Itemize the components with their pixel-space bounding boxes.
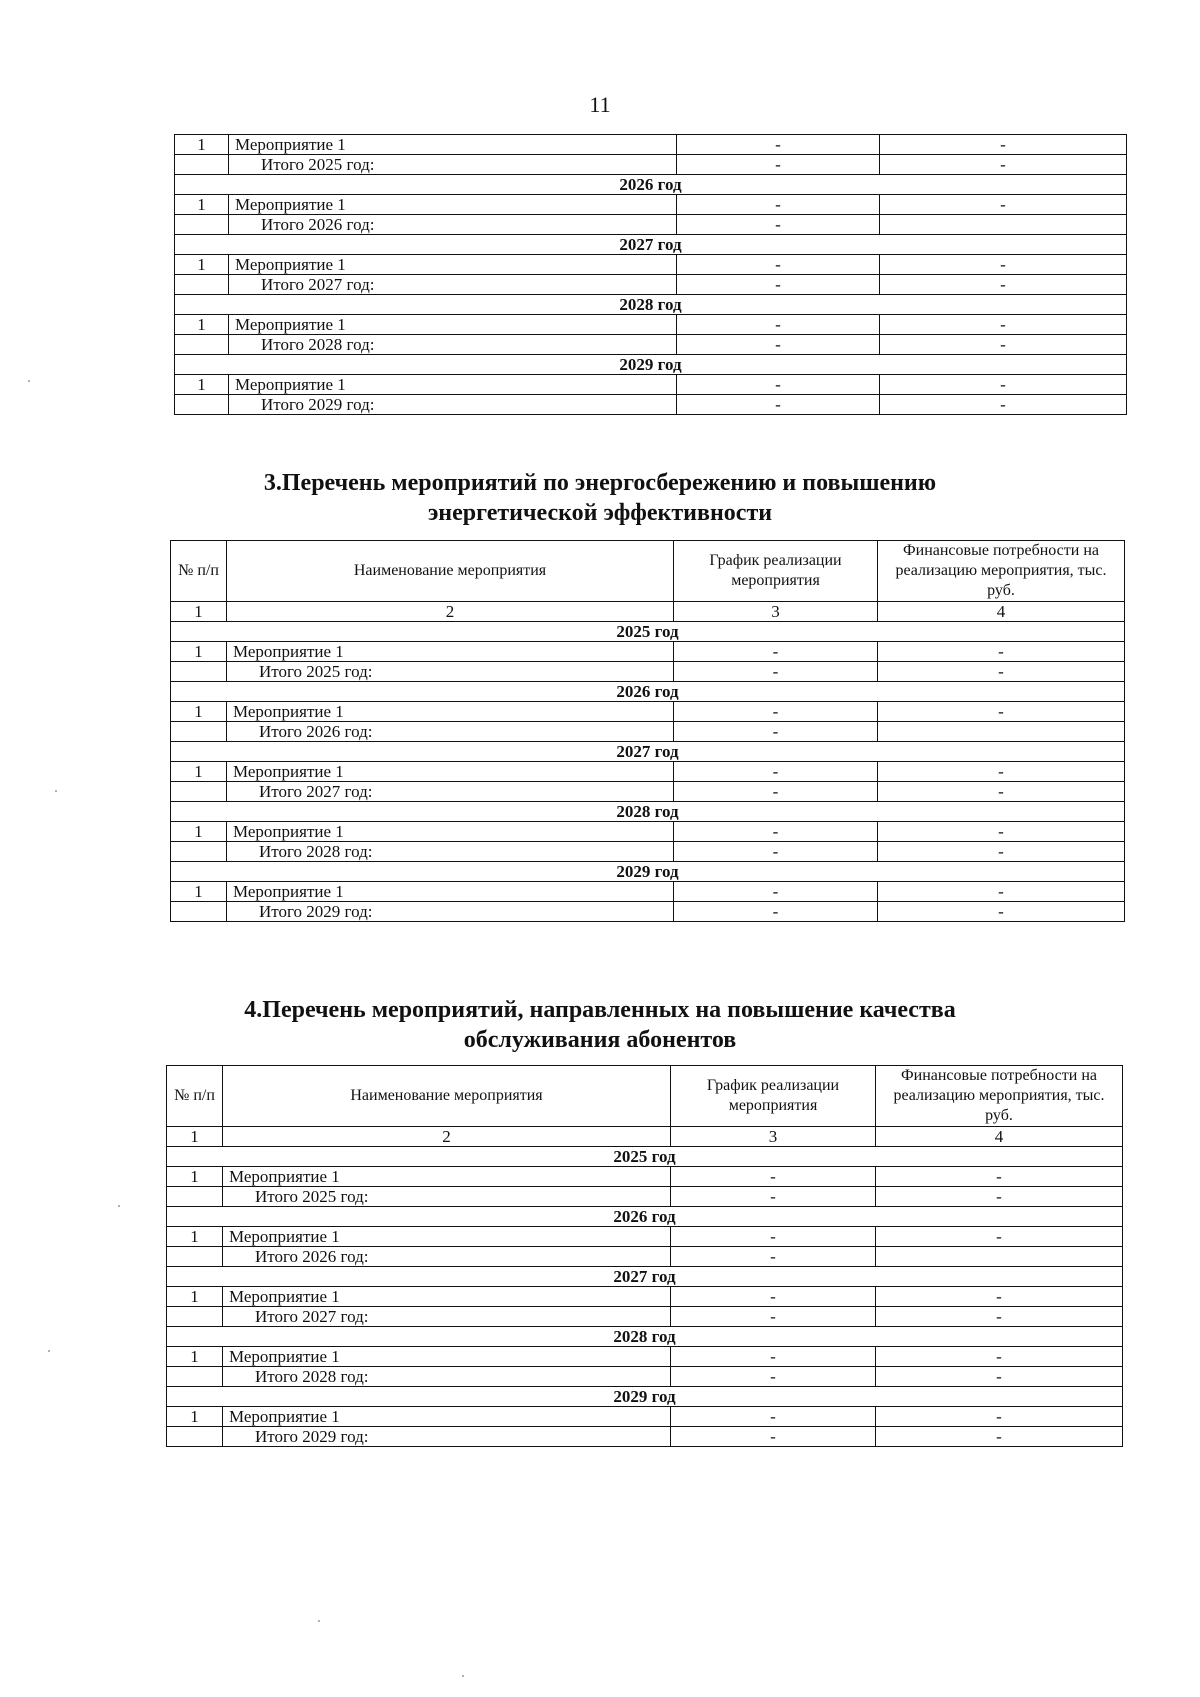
event-name: Мероприятие 1 [229,315,677,335]
row-number [175,395,229,415]
schedule-value: - [671,1407,876,1427]
finance-value [878,722,1125,742]
total-row [167,1427,1123,1447]
schedule-value: - [671,1287,876,1307]
schedule-value: - [674,902,878,922]
row-number: 1 [171,642,227,662]
row-number [167,1307,223,1327]
total-row [175,215,1127,235]
finance-value: - [876,1407,1123,1427]
year-header-row [171,862,1125,882]
schedule-value: - [677,375,880,395]
row-number [171,662,227,682]
total-label: Итого 2027 год: [229,275,677,295]
event-row [167,1227,1123,1247]
header-finance: Финансовые потребности на реализацию мероприятия, тыс. руб. [878,541,1125,602]
table-header-row [167,1066,1123,1127]
finance-value: - [878,822,1125,842]
column-number: 2 [223,1127,671,1147]
total-row [171,842,1125,862]
header-num: № п/п [171,541,227,602]
header-name: Наименование мероприятия [223,1066,671,1127]
schedule-value: - [674,782,878,802]
event-row [167,1167,1123,1187]
year-label: 2029 год [167,1387,1123,1407]
finance-value: - [878,642,1125,662]
total-label: Итого 2025 год: [227,662,674,682]
header-num: № п/п [167,1066,223,1127]
section-4-title-line2: обслуживания абонентов [463,1027,737,1053]
total-label: Итого 2026 год: [229,215,677,235]
event-name: Мероприятие 1 [227,702,674,722]
year-header-row [175,355,1127,375]
section-3-title-line1: 3.Перечень мероприятий по энергосбережению и повышению [263,470,937,496]
total-label: Итого 2025 год: [229,155,677,175]
total-row [171,662,1125,682]
finance-value: - [880,135,1127,155]
row-number: 1 [167,1167,223,1187]
event-row [175,375,1127,395]
event-name: Мероприятие 1 [223,1287,671,1307]
year-header-row [171,682,1125,702]
total-row [175,335,1127,355]
year-label: 2025 год [171,622,1125,642]
schedule-value: - [671,1367,876,1387]
row-number: 1 [167,1287,223,1307]
row-number [167,1247,223,1267]
column-number: 4 [876,1127,1123,1147]
row-number: 1 [167,1347,223,1367]
schedule-value: - [671,1227,876,1247]
event-name: Мероприятие 1 [229,195,677,215]
schedule-value: - [677,195,880,215]
total-label: Итого 2028 год: [223,1367,671,1387]
header-schedule: График реализации мероприятия [671,1066,876,1127]
row-number [171,842,227,862]
row-number: 1 [175,195,229,215]
event-row [171,702,1125,722]
finance-value: - [876,1167,1123,1187]
event-row [167,1347,1123,1367]
row-number: 1 [167,1227,223,1247]
finance-value: - [876,1347,1123,1367]
schedule-value: - [674,702,878,722]
event-name: Мероприятие 1 [223,1167,671,1187]
total-row [175,155,1127,175]
total-label: Итого 2025 год: [223,1187,671,1207]
total-row [171,902,1125,922]
scan-speck [28,380,30,382]
year-label: 2029 год [175,355,1127,375]
schedule-value: - [677,215,880,235]
event-row [171,642,1125,662]
finance-value: - [878,782,1125,802]
page-number: 11 [589,92,611,117]
finance-value: - [880,155,1127,175]
column-number: 2 [227,602,674,622]
finance-value: - [878,762,1125,782]
row-number: 1 [171,822,227,842]
schedule-value: - [677,395,880,415]
year-header-row [171,802,1125,822]
year-label: 2027 год [175,235,1127,255]
schedule-value: - [671,1247,876,1267]
year-header-row [167,1327,1123,1347]
schedule-value: - [677,135,880,155]
finance-value: - [878,702,1125,722]
year-header-row [167,1147,1123,1167]
row-number: 1 [171,702,227,722]
finance-value: - [876,1227,1123,1247]
total-row [167,1307,1123,1327]
finance-value: - [880,335,1127,355]
row-number [167,1187,223,1207]
row-number: 1 [175,135,229,155]
column-number: 1 [167,1127,223,1147]
total-label: Итого 2026 год: [227,722,674,742]
event-name: Мероприятие 1 [227,762,674,782]
year-header-row [171,742,1125,762]
year-label: 2027 год [171,742,1125,762]
event-name: Мероприятие 1 [229,375,677,395]
finance-value: - [880,375,1127,395]
event-row [167,1407,1123,1427]
row-number [167,1427,223,1447]
event-row [171,762,1125,782]
year-label: 2029 год [171,862,1125,882]
finance-value: - [880,255,1127,275]
row-number: 1 [171,762,227,782]
year-label: 2027 год [167,1267,1123,1287]
total-row [167,1187,1123,1207]
event-name: Мероприятие 1 [227,822,674,842]
event-name: Мероприятие 1 [227,882,674,902]
schedule-value: - [671,1427,876,1447]
header-finance: Финансовые потребности на реализацию мероприятия, тыс. руб. [876,1066,1123,1127]
schedule-value: - [677,335,880,355]
scan-speck [462,1675,464,1677]
row-number: 1 [171,882,227,902]
total-label: Итого 2027 год: [227,782,674,802]
table-header-row [171,541,1125,602]
row-number: 1 [175,255,229,275]
total-row [171,722,1125,742]
continued-events-table [174,134,1127,415]
column-number: 1 [171,602,227,622]
column-number-row [167,1127,1123,1147]
event-name: Мероприятие 1 [223,1407,671,1427]
section-3-title [0,468,1200,528]
finance-value: - [876,1287,1123,1307]
year-header-row [175,295,1127,315]
year-label: 2028 год [175,295,1127,315]
event-name: Мероприятие 1 [227,642,674,662]
year-header-row [167,1207,1123,1227]
total-label: Итого 2029 год: [229,395,677,415]
finance-value [876,1247,1123,1267]
year-label: 2026 год [167,1207,1123,1227]
column-number: 4 [878,602,1125,622]
column-number: 3 [671,1127,876,1147]
finance-value: - [876,1367,1123,1387]
schedule-value: - [674,822,878,842]
scan-speck [48,1350,50,1352]
total-row [167,1247,1123,1267]
finance-value: - [878,902,1125,922]
total-label: Итого 2028 год: [229,335,677,355]
total-label: Итого 2026 год: [223,1247,671,1267]
total-label: Итого 2029 год: [227,902,674,922]
schedule-value: - [674,642,878,662]
section-3-title-line2: энергетической эффективности [427,500,773,526]
year-header-row [175,235,1127,255]
energy-saving-events-table [170,540,1125,922]
event-name: Мероприятие 1 [223,1347,671,1367]
schedule-value: - [671,1167,876,1187]
row-number [167,1367,223,1387]
scan-speck [118,1205,120,1207]
schedule-value: - [677,275,880,295]
year-header-row [175,175,1127,195]
event-name: Мероприятие 1 [223,1227,671,1247]
schedule-value: - [674,882,878,902]
finance-value: - [880,195,1127,215]
row-number [171,722,227,742]
schedule-value: - [677,155,880,175]
event-row [171,882,1125,902]
total-row [167,1367,1123,1387]
service-quality-events-table [166,1065,1123,1447]
schedule-value: - [674,722,878,742]
year-header-row [171,622,1125,642]
event-row [175,195,1127,215]
schedule-value: - [674,842,878,862]
total-row [175,275,1127,295]
finance-value: - [878,842,1125,862]
year-label: 2028 год [167,1327,1123,1347]
row-number [171,902,227,922]
event-row [175,135,1127,155]
schedule-value: - [671,1307,876,1327]
column-number: 3 [674,602,878,622]
total-row [171,782,1125,802]
scan-speck [55,790,57,792]
event-row [175,315,1127,335]
finance-value: - [880,395,1127,415]
row-number: 1 [175,375,229,395]
total-label: Итого 2029 год: [223,1427,671,1447]
year-label: 2026 год [171,682,1125,702]
year-label: 2025 год [167,1147,1123,1167]
schedule-value: - [671,1347,876,1367]
finance-value: - [876,1187,1123,1207]
row-number [175,155,229,175]
row-number [175,275,229,295]
year-header-row [167,1267,1123,1287]
schedule-value: - [674,662,878,682]
year-label: 2028 год [171,802,1125,822]
finance-value: - [878,882,1125,902]
finance-value: - [876,1427,1123,1447]
finance-value: - [878,662,1125,682]
scan-speck [318,1620,320,1622]
total-label: Итого 2028 год: [227,842,674,862]
year-label: 2026 год [175,175,1127,195]
schedule-value: - [677,315,880,335]
section-4-title-line1: 4.Перечень мероприятий, направленных на повышение качества [244,997,956,1023]
total-label: Итого 2027 год: [223,1307,671,1327]
header-name: Наименование мероприятия [227,541,674,602]
event-row [175,255,1127,275]
row-number [175,215,229,235]
row-number: 1 [175,315,229,335]
schedule-value: - [671,1187,876,1207]
schedule-value: - [674,762,878,782]
header-schedule: График реализации мероприятия [674,541,878,602]
event-row [167,1287,1123,1307]
event-row [171,822,1125,842]
schedule-value: - [677,255,880,275]
event-name: Мероприятие 1 [229,255,677,275]
column-number-row [171,602,1125,622]
section-4-title [0,995,1200,1055]
finance-value: - [876,1307,1123,1327]
row-number: 1 [167,1407,223,1427]
finance-value: - [880,275,1127,295]
row-number [175,335,229,355]
event-name: Мероприятие 1 [229,135,677,155]
finance-value [880,215,1127,235]
finance-value: - [880,315,1127,335]
total-row [175,395,1127,415]
year-header-row [167,1387,1123,1407]
row-number [171,782,227,802]
